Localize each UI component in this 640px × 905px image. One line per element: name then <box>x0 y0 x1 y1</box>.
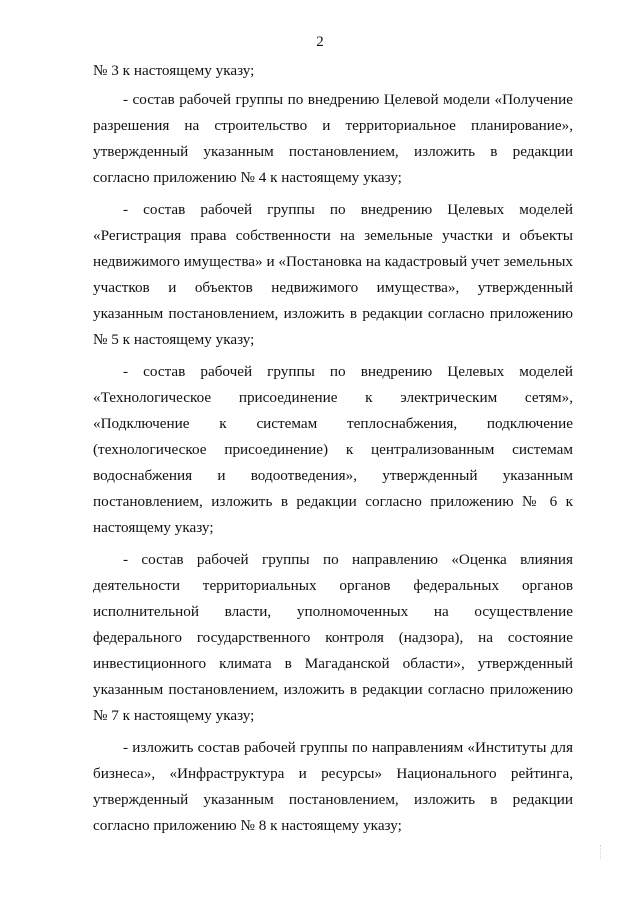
page-number: 2 <box>316 34 324 50</box>
paragraph-1: № 3 к настоящему указу; <box>93 62 255 79</box>
paragraph-4: - состав рабочей группы по внедрению Целевых моделей «Технологическое присоединение к электрическим сетям», «Подключение к системам теплоснабжения, подключение (технологическое присоединение) к централизованным системам водоснабжения и водоотведения», утвержденный указанным постановлением, изложить в редакции согласно приложению № 6 к настоящему указу; <box>93 363 573 536</box>
paragraph-2: - состав рабочей группы по внедрению Целевой модели «Получение разрешения на строительство и территориальное планирование», утвержденный указанным постановлением, изложить в редакции согласно приложению № 4 к настоящему указу; <box>93 91 573 186</box>
scan-artifact <box>600 845 625 859</box>
paragraph-5: - состав рабочей группы по направлению «Оценка влияния деятельности территориальных органов федеральных органов исполнительной власти, уполномоченных на осуществление федерального государственного контроля (надзора), на состояние инвестиционного климата в Магаданской области», утвержденный указанным постановлением, изложить в редакции согласно приложению № 7 к настоящему указу; <box>93 551 573 724</box>
document-body <box>93 58 573 839</box>
paragraph-3: - состав рабочей группы по внедрению Целевых моделей «Регистрация права собственности на земельные участки и объекты недвижимого имущества» и «Постановка на кадастровый учет земельных участков и объектов недвижимого имущества», утвержденный указанным постановлением, изложить в редакции согласно приложению № 5 к настоящему указу; <box>93 201 573 348</box>
paragraph-6: - изложить состав рабочей группы по направлениям «Институты для бизнеса», «Инфраструктура и ресурсы» Национального рейтинга, утвержденный указанным постановлением, изложить в редакции согласно приложению № 8 к настоящему указу; <box>93 739 573 834</box>
